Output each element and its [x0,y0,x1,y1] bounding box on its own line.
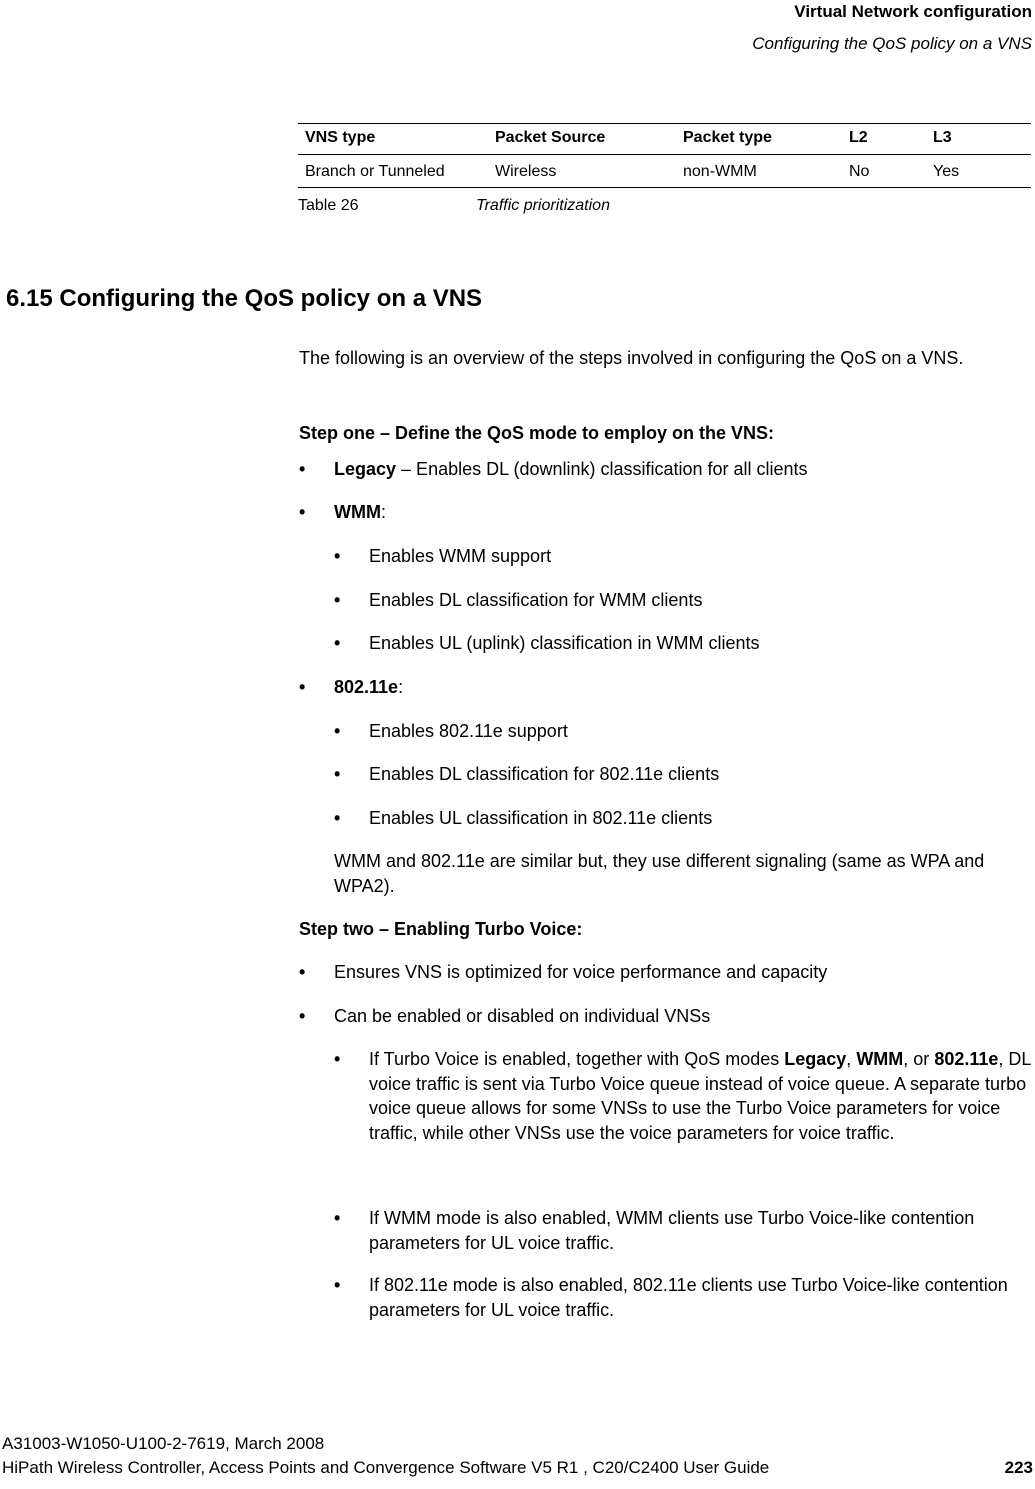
table-cell-l2: No [849,163,870,180]
step-one-heading: Step one – Define the QoS mode to employ on the VNS: [299,423,775,443]
table-cell-packet-source: Wireless [495,163,557,180]
table-header-vns-type: VNS type [305,129,376,146]
80211e-subitem-text: Enables UL classification in 802.11e clients [369,808,713,828]
wmm-subitem-text: Enables DL classification for WMM clients [369,590,703,610]
table-header-packet-type: Packet type [683,129,772,146]
bullet-marker: • [299,677,306,697]
table-bottom-rule [298,187,1031,188]
bullet-marker: • [334,1049,341,1069]
legacy-label: Legacy [334,459,397,479]
running-header-section: Configuring the QoS policy on a VNS [752,34,1032,53]
turbo-voice-subitem-text: If 802.11e mode is also enabled, 802.11e clients use Turbo Voice-like contention parameters for UL voice traffic. [369,1275,1008,1320]
section-title: 6.15 Configuring the QoS policy on a VNS [6,285,483,312]
legacy-text: – Enables DL (downlink) classification for all clients [396,459,808,479]
table-header-l2: L2 [849,129,868,146]
step-two-heading: Step two – Enabling Turbo Voice: [299,919,583,939]
table-header-l3: L3 [933,129,952,146]
sub1-text-a: If Turbo Voice is enabled, together with QoS modes [369,1049,785,1069]
table-header-packet-source: Packet Source [495,129,606,146]
80211e-label: 802.11e [334,677,399,697]
table-cell-packet-type: non-WMM [683,163,757,180]
table-cell-vns-type: Branch or Tunneled [305,163,445,180]
footer-doc-id: A31003-W1050-U100-2-7619, March 2008 [2,1434,325,1453]
bullet-marker: • [334,1208,341,1228]
80211e-suffix: : [398,677,404,697]
bullet-marker: • [334,1275,341,1295]
sub1-80211e: 802.11e [934,1049,999,1069]
bullet-marker: • [334,590,341,610]
wmm-subitem-text: Enables UL (uplink) classification in WMM clients [369,633,760,653]
wmm-subitem-text: Enables WMM support [369,546,552,566]
wmm-80211e-note: WMM and 802.11e are similar but, they use different signaling (same as WPA and WPA2). [334,851,985,896]
80211e-subitem-text: Enables 802.11e support [369,721,568,741]
bullet-marker: • [334,721,341,741]
footer-product: HiPath Wireless Controller, Access Points and Convergence Software V5 R1 , C20/C2400 User Guide [2,1458,770,1477]
running-header-chapter: Virtual Network configuration [794,2,1032,21]
table-top-rule [298,123,1031,124]
bullet-marker: • [334,633,341,653]
sub1-or: , or [903,1049,935,1069]
bullet-marker: • [334,546,341,566]
sub1-legacy: Legacy [784,1049,847,1069]
page-number: 223 [1004,1458,1033,1477]
table-caption-label: Table 26 [298,197,359,214]
80211e-subitem-text: Enables DL classification for 802.11e clients [369,764,720,784]
table-caption-text: Traffic prioritization [476,197,610,214]
turbo-voice-subitem-text: If WMM mode is also enabled, WMM clients use Turbo Voice-like contention parameters for UL voice traffic. [369,1208,975,1253]
turbo-voice-item-text: Ensures VNS is optimized for voice performance and capacity [334,962,828,982]
sub1-comma: , [846,1049,857,1069]
turbo-voice-item-text: Can be enabled or disabled on individual VNSs [334,1006,711,1026]
intro-paragraph: The following is an overview of the steps involved in configuring the QoS on a VNS. [299,348,964,368]
wmm-suffix: : [380,502,386,522]
table-header-rule [298,154,1031,155]
bullet-marker: • [299,962,306,982]
table-cell-l3: Yes [933,163,960,180]
bullet-marker: • [299,502,306,522]
bullet-marker: • [334,808,341,828]
bullet-marker: • [299,1006,306,1026]
bullet-marker: • [334,764,341,784]
sub1-text-b: , DL voice traffic is sent via Turbo Voice queue instead of voice queue. A separate turbo voice queue allows for some VNSs to use the Turbo Voice parameters for voice traffic, while other VNSs use the voice parameters for voice traffic. [369,1049,1031,1143]
bullet-marker: • [299,459,306,479]
wmm-label: WMM [334,502,381,522]
sub1-wmm: WMM [856,1049,904,1069]
